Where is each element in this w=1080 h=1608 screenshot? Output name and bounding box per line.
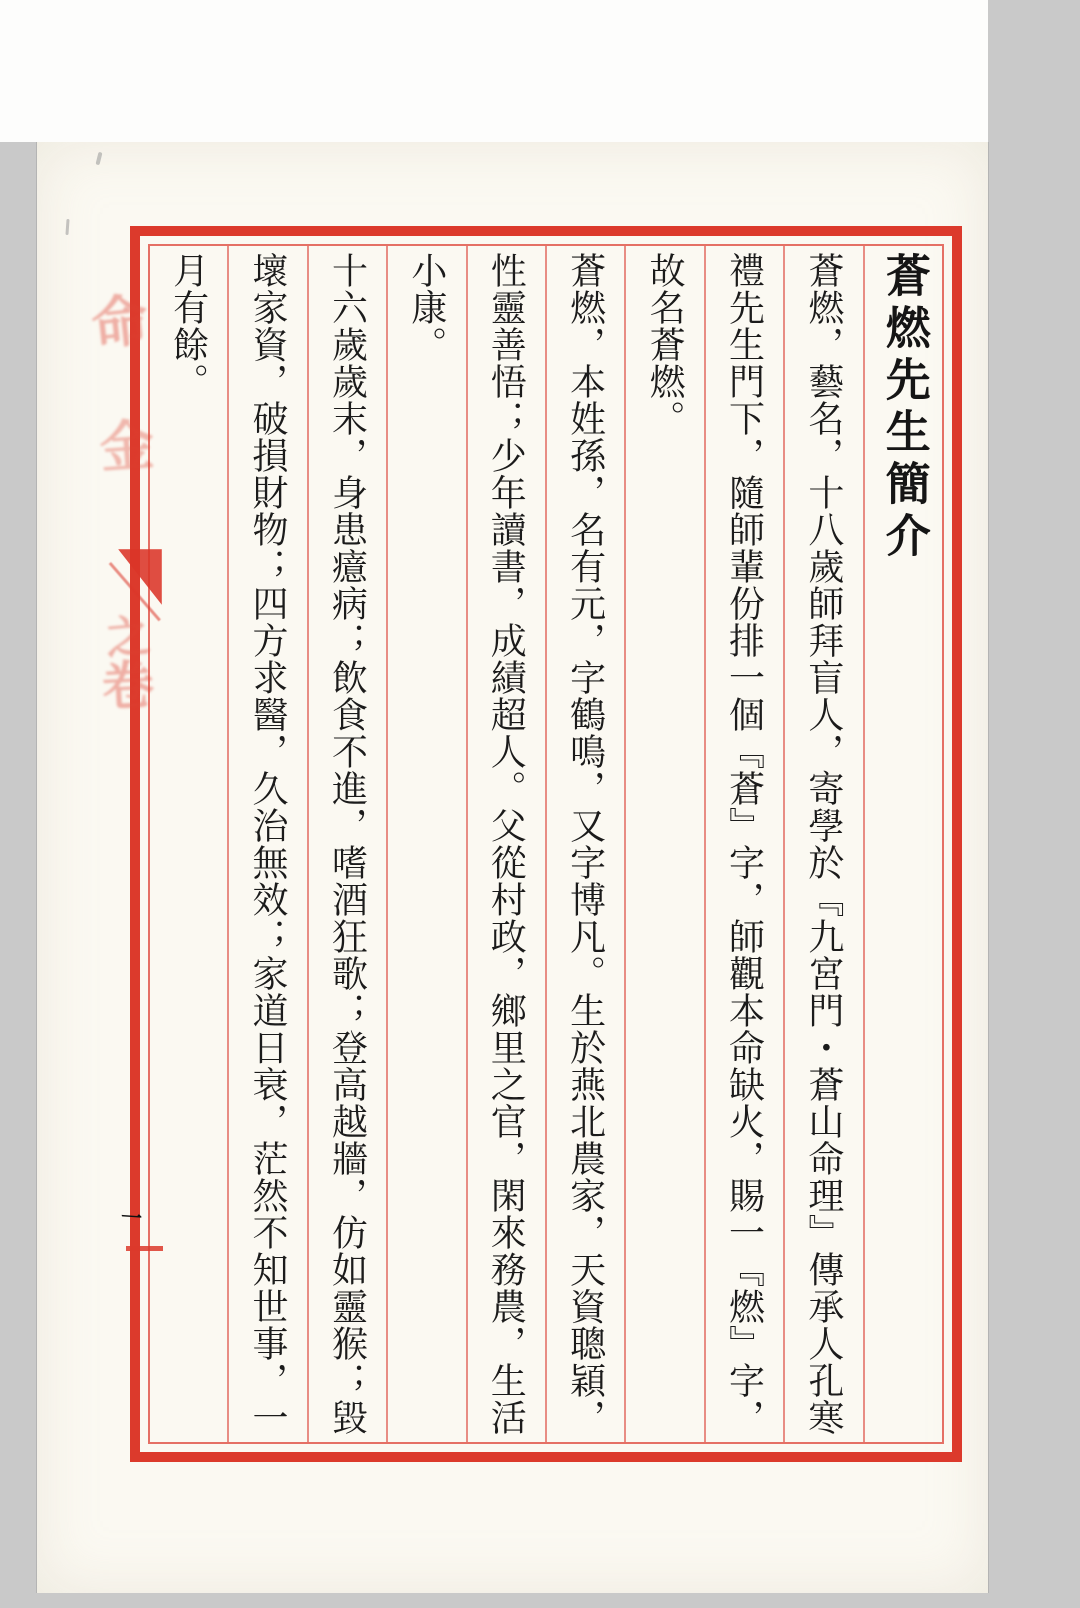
column-text: 故名蒼燃。 xyxy=(645,252,686,437)
vertical-text-columns xyxy=(150,246,942,1442)
page-frame-outer-border xyxy=(130,226,962,1462)
page-frame-inner-border xyxy=(148,244,944,1444)
bleedthrough-glyph-3: 之 xyxy=(103,611,153,664)
column-text: 禮先生門下，隨師輩份排一個『蒼』字，師觀本命缺火，賜一『燃』字， xyxy=(724,252,765,1436)
column-text: 十六歲歲末，身患癔病；飲食不進，嗜酒狂歌；登高越牆，仿如靈猴；毀 xyxy=(327,252,368,1436)
bleedthrough-glyph-2: 金 xyxy=(97,415,157,479)
text-column-2 xyxy=(706,246,785,1442)
bleedthrough-tab-mark xyxy=(126,1246,163,1251)
column-text: 壞家資，破損財物；四方求醫，久治無效；家道日衰，茫然不知世事，一 xyxy=(248,252,289,1436)
folio-page-number: 一 xyxy=(120,1205,143,1231)
text-column-1 xyxy=(785,246,864,1442)
column-text: 蒼燃，本姓孫，名有元，字鶴鳴，又字博凡。生於燕北農家，天資聰穎， xyxy=(565,252,606,1436)
text-column-6 xyxy=(388,246,467,1442)
column-text: 性靈善悟；少年讀書，成績超人。父從村政，鄉里之官，閑來務農，生活 xyxy=(486,252,527,1436)
column-text: 月有餘。 xyxy=(168,252,209,400)
text-column-8 xyxy=(229,246,308,1442)
text-column-5 xyxy=(468,246,547,1442)
paper-sheet xyxy=(37,142,988,1593)
text-column-3 xyxy=(626,246,705,1442)
page-title: 蒼燃先生簡介 xyxy=(878,252,929,564)
scan-top-margin xyxy=(0,0,988,142)
bleedthrough-glyph-4: 卷 xyxy=(100,657,156,718)
bleedthrough-glyph-1: 命 xyxy=(88,290,152,358)
text-column-7 xyxy=(309,246,388,1442)
column-text: 小康。 xyxy=(406,252,447,363)
text-column-9 xyxy=(150,246,229,1442)
column-text: 蒼燃，藝名，十八歲師拜盲人，寄學於『九宮門・蒼山命理』傳承人孔寒 xyxy=(803,252,844,1436)
title-column xyxy=(865,246,942,1442)
text-column-4 xyxy=(547,246,626,1442)
